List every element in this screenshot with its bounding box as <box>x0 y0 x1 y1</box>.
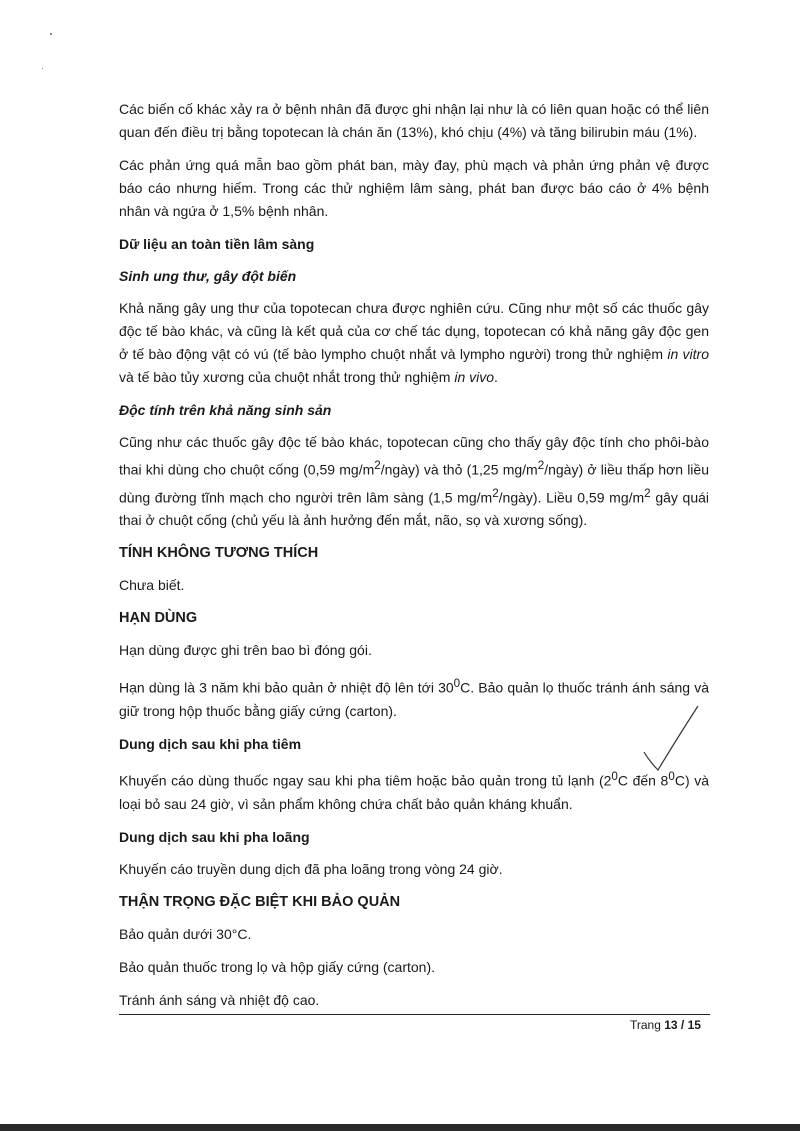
heading-reproductive-toxicity: Độc tính trên khả năng sinh sản <box>119 402 332 418</box>
footer-divider <box>119 1014 710 1015</box>
paragraph-incompatibility: Chưa biết. <box>119 577 185 594</box>
storage-item: Bảo quản dưới 30°C. <box>119 925 252 942</box>
paragraph-carcinogenicity: Khả năng gây ung thư của topotecan chưa được nghiên cứu. Cũng như một số các thuốc gây độc tế bào khác, và cũng là kết quả của cơ chế tác dụng, topotecan có khả năng gây độc gen ở tế bào động vật có vú (tế bào lympho chuột nhắt và lympho người) trong thử nghiệm in vitro và tế bào tủy xương của chuột nhắt trong thử nghiệm in vivo. <box>119 300 710 385</box>
paragraph-shelf-life-2: Hạn dùng là 3 năm khi bảo quản ở nhiệt độ lên tới $30^0C$. Bảo quản lọ thuốc tránh ánh sáng và giữ trong hộp thuốc bằng giấy cứng (carton). <box>119 677 709 719</box>
paragraph-diluted-solution: Khuyến cáo truyền dung dịch đã pha loãng trong vòng 24 giờ. <box>119 860 503 877</box>
paragraph-shelf-life-1: Hạn dùng được ghi trên bao bì đóng gói. <box>119 642 372 659</box>
paragraph-reproductive-toxicity: Cũng như các thuốc gây độc tế bào khác, topotecan cũng cho thấy gây độc tính cho phôi-bào thai khi dùng cho chuột cống (0,59 $mg/m^2/ngày$) và thỏ (1,25 $mg/m^2/ngày$) ở liều thấp hơn liều dùng đường tĩnh mạch cho người trên lâm sàng (1,5 $mg/m^2/ngày$). Liều 0,59 $mg/m^2$ gây quái thai ở chuột cống (chủ yếu là ảnh hưởng đến mắt, não, sọ và xương sống). <box>119 434 710 529</box>
storage-item: Bảo quản thuốc trong lọ và hộp giấy cứng (carton). <box>119 958 436 975</box>
scan-edge <box>0 1124 800 1131</box>
heading-shelf-life: HẠN DÙNG <box>119 610 198 627</box>
heading-preclinical-safety: Dữ liệu an toàn tiền lâm sàng <box>119 236 315 252</box>
page-number: Trang 13 / 15 <box>630 1018 701 1032</box>
paragraph-reconstituted-solution: Khuyến cáo dùng thuốc ngay sau khi pha tiêm hoặc bảo quản trong tủ lạnh ($2^0C$ đến $8^0C$) và loại bỏ sau 24 giờ, vì sản phẩm không chứa chất bảo quản kháng khuẩn. <box>119 769 709 812</box>
heading-storage-precautions: THẬN TRỌNG ĐẶC BIỆT KHI BẢO QUẢN <box>119 893 401 910</box>
paragraph-hypersensitivity: Các phản ứng quá mẫn bao gồm phát ban, mày đay, phù mạch và phản ứng phản vệ được báo cáo nhưng hiếm. Trong các thử nghiệm lâm sàng, phát ban được báo cáo ở 4% bệnh nhân và ngứa ở 1,5% bệnh nhân. <box>119 157 709 219</box>
heading-reconstituted-solution: Dung dịch sau khi pha tiêm <box>119 735 302 752</box>
heading-carcinogenicity: Sinh ung thư, gây đột biến <box>119 268 297 284</box>
handwritten-check-mark <box>636 700 706 780</box>
paragraph-other-events: Các biến cố khác xảy ra ở bệnh nhân đã được ghi nhận lại như là có liên quan hoặc có thể liên quan đến điều trị bằng topotecan là chán ăn (13%), khó chịu (4%) và tăng bilirubin máu (1%). <box>119 101 709 140</box>
storage-item: Tránh ánh sáng và nhiệt độ cao. <box>119 991 320 1008</box>
scan-speck <box>42 68 43 69</box>
heading-diluted-solution: Dung dịch sau khi pha loãng <box>119 828 310 845</box>
document-body <box>119 98 709 1022</box>
heading-incompatibility: TÍNH KHÔNG TƯƠNG THÍCH <box>119 545 319 562</box>
scan-speck <box>50 33 52 35</box>
